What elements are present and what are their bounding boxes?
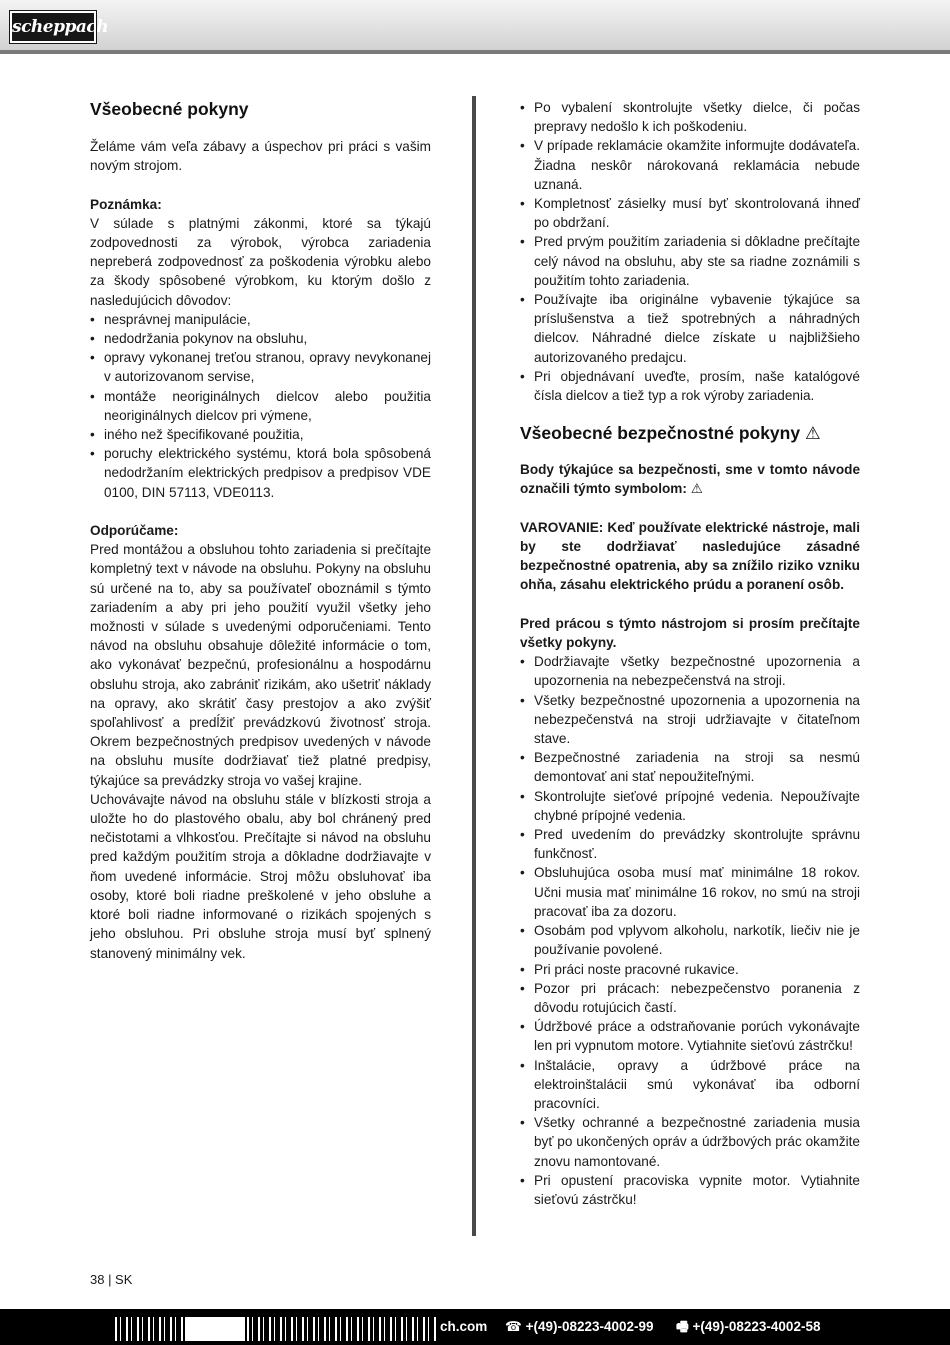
list-item: • Všetky ochranné a bezpečnostné zariadenia musia byť po ukončených opráv a údržbových prác okamžite znovu namontované. xyxy=(520,1113,860,1171)
list-item: • nesprávnej manipulácie, xyxy=(90,310,431,329)
list-item: • Osobám pod vplyvom alkoholu, narkotík, liečiv nie je používanie povolené. xyxy=(520,921,860,959)
list-item: • iného než špecifikované použitia, xyxy=(90,425,431,444)
list-item: • Pozor pri prácach: nebezpečenstvo poranenia z dôvodu rotujúcich častí. xyxy=(520,979,860,1017)
list-item: • V prípade reklamácie okamžite informujte dodávateľa. Žiadna neskôr nárokovaná reklamácia nebude uznaná. xyxy=(520,136,860,194)
warning-triangle-icon: ⚠ xyxy=(804,423,821,444)
warning-paragraph: VAROVANIE: Keď používate elektrické nástroje, mali by ste dodržiavať nasledujúce zásadné bezpečnostné opatrenia, aby sa znížilo riziko vzniku ohňa, zásahu elektrického prúdu a poranení osôb. xyxy=(520,519,860,593)
list-item: • poruchy elektrického systému, ktorá bola spôsobená nedodržaním elektrických predpisov a predpisov VDE 0100, DIN 57113, VDE0113. xyxy=(90,444,431,502)
list-item: • Dodržiavajte všetky bezpečnostné upozornenia a upozornenia na nebezpečenstvá na stroji. xyxy=(520,652,860,690)
list-item: • Všetky bezpečnostné upozornenia a upozornenia na nebezpečenstvá na stroji udržiavajte v čitateľnom stave. xyxy=(520,691,860,749)
list-item: • opravy vykonanej treťou stranou, opravy nevykonanej v autorizovanom servise, xyxy=(90,348,431,386)
note-heading: Poznámka: xyxy=(90,196,162,212)
scheppach-logo: scheppach xyxy=(10,11,96,43)
safety-title-text: Všeobecné bezpečnostné pokyny xyxy=(520,423,801,444)
note-list xyxy=(90,310,431,502)
recommend-paragraph-2: Uchovávajte návod na obsluhu stále v blízkosti stroja a uložte ho do plastového obalu, aby bol chránený pred nečistotami a vlhkosťou. Prečítajte si návod na obsluhu pred každým použitím stroja a dôkladne dodržiavajte v ňom uvedené informácie. Stroj môžu obsluhovať iba osoby, ktoré boli riadne preškolené v jeho obsluhe a ktoré boli riadne informované o rizikách spojených s jeho obsluhou. Pri obsluhe stroja musí byť splnený stanovený minimálny vek. xyxy=(90,791,431,961)
intro-paragraph: Želáme vám veľa zábavy a úspechov pri práci s vašim novým strojom. xyxy=(90,139,431,174)
before-work-paragraph: Pred prácou s týmto nástrojom si prosím prečítajte všetky pokyny. xyxy=(520,615,860,651)
barcode-block xyxy=(185,1317,245,1341)
column-divider xyxy=(472,96,476,1236)
recommend-paragraph-1: Pred montážou a obsluhou tohto zariadenia si prečítajte kompletný text v návode na obsluhu. Pokyny na obsluhu sú určené na to, aby sa používateľ oboznámil s týmto zariadením a aby pri jeho použití využil všetky jeho možnosti v súlade s uvedenými odporučeniami. Tento návod na obsluhu obsahuje dôležité informácie o tom, ako vykonávať bezpečnú, profesionálnu a hospodárnu obsluhu stroja, ako zabrániť rizikám, ako ušetriť náklady na opravy, ako skrátiť časy prestojov a ako zvýšiť spoľahlivosť a predĺžiť prevádzkovú životnosť stroja. Okrem bezpečnostných predpisov uvedených v návode na obsluhu musíte dodržiavať tiež platné predpisy, týkajúce sa prevádzky stroja vo vašej krajine. xyxy=(90,542,431,788)
list-item: • Pred prvým použitím zariadenia si dôkladne prečítajte celý návod na obsluhu, aby ste sa riadne zoznámili s použitím tohto zariadenia. xyxy=(520,232,860,290)
section-title-general: Všeobecné pokyny xyxy=(90,99,249,119)
note-text: V súlade s platnými zákonmi, ktoré sa týkajú zodpovednosti za výrobok, výrobca zariadenia nepreberá zodpovednosť za poškodenia výrobku alebo za škody spôsobené výrobkom, ku ktorým došlo z nasledujúcich dôvodov: xyxy=(90,215,431,308)
list-item: • Údržbové práce a odstraňovanie porúch vykonávajte len pri vypnutom motore. Vytiahnite sieťovú zástrčku! xyxy=(520,1017,860,1055)
list-item: • Inštalácie, opravy a údržbové práce na elektroinštalácii smú vykonávať iba odborní pracovníci. xyxy=(520,1056,860,1114)
list-item: • montáže neoriginálnych dielcov alebo použitia neoriginálnych dielcov pri výmene, xyxy=(90,387,431,425)
list-item: • Pri objednávaní uveďte, prosím, naše katalógové čísla dielcov a tiež typ a rok výroby zariadenia. xyxy=(520,367,860,405)
list-item: • Pri opustení pracoviska vypnite motor. Vytiahnite sieťovú zástrčku! xyxy=(520,1171,860,1209)
footer-phone: ☎ +(49)-08223-4002-99 xyxy=(505,1319,654,1334)
footer-website: ch.com xyxy=(440,1319,488,1334)
list-item: • Kompletnosť zásielky musí byť skontrolovaná ihneď po obdržaní. xyxy=(520,194,860,232)
safety-list xyxy=(520,652,860,1209)
page-number: 38 | SK xyxy=(90,1272,133,1287)
safety-intro-text: Body týkajúce sa bezpečnosti, sme v tomto návode označili týmto symbolom: xyxy=(520,462,860,497)
list-item: • Používajte iba originálne vybavenie týkajúce sa príslušenstva a tiež spotrebných a náhradných dielcov. Náhradné dielce získate u najbližšieho autorizovaného predajcu. xyxy=(520,290,860,367)
list-item: • Pri práci noste pracovné rukavice. xyxy=(520,960,860,979)
unpack-list xyxy=(520,98,860,405)
footer-fax: 🖷 +(49)-08223-4002-58 xyxy=(676,1319,821,1334)
left-column xyxy=(90,98,431,963)
page-footer xyxy=(0,1309,950,1345)
list-item: • Po vybalení skontrolujte všetky dielce, či počas prepravy nedošlo k ich poškodeniu. xyxy=(520,98,860,136)
list-item: • Pred uvedením do prevádzky skontrolujte správnu funkčnosť. xyxy=(520,825,860,863)
list-item: • Obsluhujúca osoba musí mať minimálne 18 rokov. Učni musia mať minimálne 16 rokov, no smú na stroji pracovať iba za dozoru. xyxy=(520,863,860,921)
page-header xyxy=(0,0,950,54)
recommend-heading: Odporúčame: xyxy=(90,523,179,539)
barcode-graphic xyxy=(115,1317,437,1341)
right-column xyxy=(520,98,860,1209)
list-item: • Bezpečnostné zariadenia na stroji sa nesmú demontovať ani stať nepoužiteľnými. xyxy=(520,748,860,786)
section-title-safety xyxy=(520,422,860,444)
safety-intro xyxy=(520,460,860,498)
warning-triangle-icon: ⚠ xyxy=(690,481,703,497)
list-item: • nedodržania pokynov na obsluhu, xyxy=(90,329,431,348)
list-item: • Skontrolujte sieťové prípojné vedenia. Nepoužívajte chybné prípojné vedenia. xyxy=(520,787,860,825)
